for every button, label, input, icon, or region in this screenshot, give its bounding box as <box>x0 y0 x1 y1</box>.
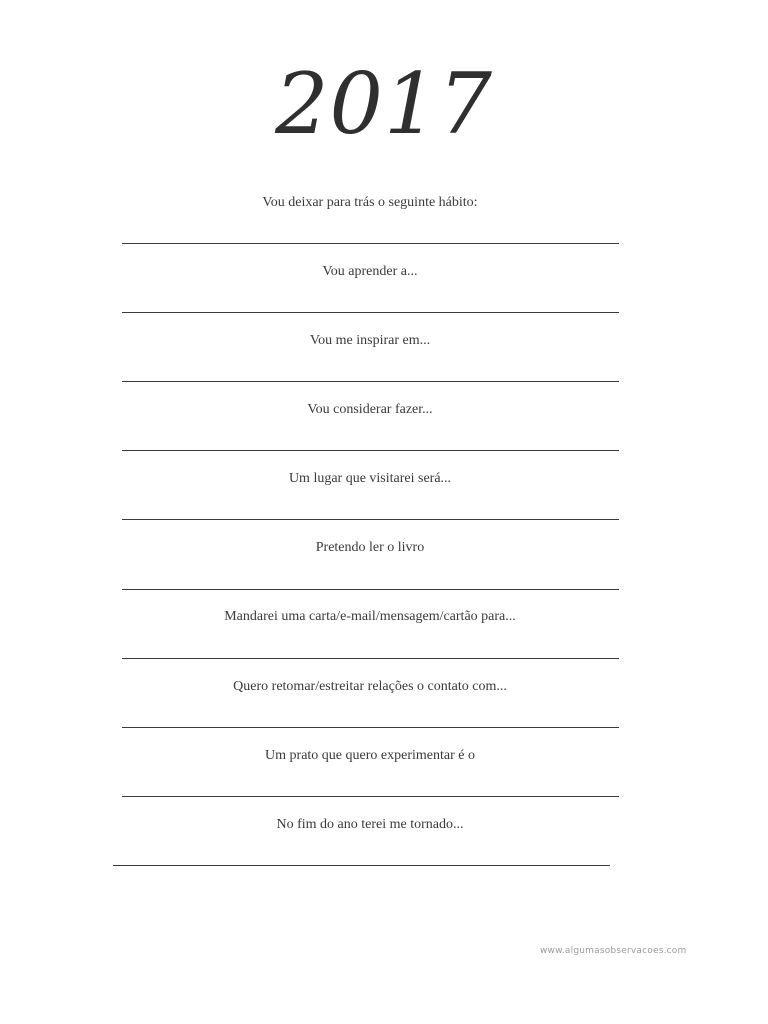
answer-line-letter[interactable] <box>122 658 619 659</box>
prompt-learn: Vou aprender a... <box>322 264 418 279</box>
prompt-become: No fim do ano terei me tornado... <box>276 817 464 832</box>
answer-line-become[interactable] <box>113 865 610 866</box>
answer-line-reconnect[interactable] <box>122 727 619 728</box>
prompt-consider: Vou considerar fazer... <box>307 402 433 417</box>
prompt-inspire: Vou me inspirar em... <box>309 333 431 348</box>
page-title: 2017 <box>275 55 493 153</box>
answer-line-place[interactable] <box>122 519 619 520</box>
answer-line-dish[interactable] <box>122 796 619 797</box>
answer-line-learn[interactable] <box>122 312 619 313</box>
answer-line-inspire[interactable] <box>122 381 619 382</box>
answer-line-book[interactable] <box>122 589 619 590</box>
prompt-letter: Mandarei uma carta/e-mail/mensagem/cartão para... <box>224 609 516 624</box>
prompt-reconnect: Quero retomar/estreitar relações o contato com... <box>233 679 507 694</box>
website-footer: www.algumasobservacoes.com <box>540 946 687 956</box>
prompt-habit: Vou deixar para trás o seguinte hábito: <box>262 195 478 210</box>
prompt-place: Um lugar que visitarei será... <box>288 471 452 486</box>
answer-line-habit[interactable] <box>122 243 619 244</box>
prompt-book: Pretendo ler o livro <box>315 540 425 555</box>
prompt-dish: Um prato que quero experimentar é o <box>265 748 475 763</box>
answer-line-consider[interactable] <box>122 450 619 451</box>
